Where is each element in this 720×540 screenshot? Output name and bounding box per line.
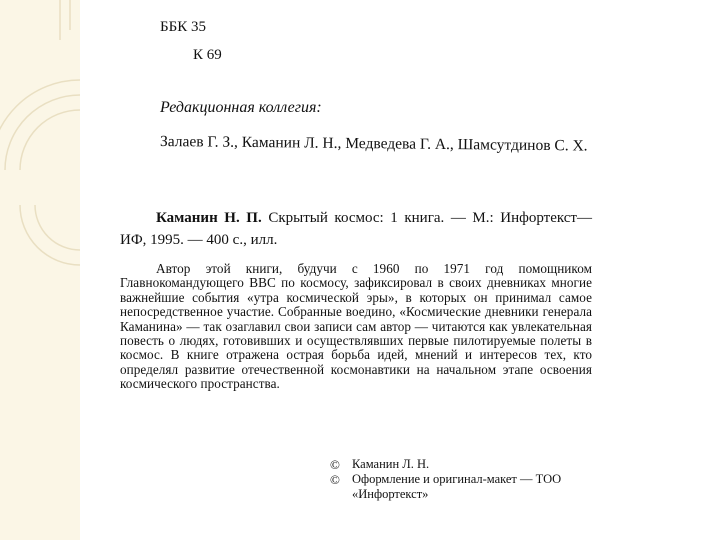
book-annotation: Автор этой книги, будучи с 1960 по 1971 год помощником Главнокомандующего ВВС по космосу, зафиксировал в своих дневниках многие важнейшие события «утра космической эры», в которых он принимал самое непосредственное участие. Собранные воедино, «Космические дневники генерала Каманина» — так озаглавил свои записи сам автор — читаются как увлекательная повесть о людях, готовивших и осуществлявших первые пилотируемые полеты в космос. В книге отражена острая борьба идей, мнений и интересов тех, кто определял развитие отечественной космонавтики на начальном этапе освоения космического пространства.: [120, 261, 592, 392]
editorial-board-title: Редакционная коллегия:: [160, 99, 322, 116]
copyright-holder: Каманин Л. Н.: [352, 457, 430, 471]
copyright-row: [330, 472, 592, 502]
editorial-board-members: Залаев Г. З., Каманин Л. Н., Медведева Г. А., Шамсутдинов С. Х.: [159, 133, 588, 155]
copyright-symbol: ©: [330, 472, 340, 487]
author-sign-code: К 69: [193, 47, 222, 63]
copyright-block: [330, 457, 592, 502]
bibliographic-entry: [120, 207, 592, 251]
copyright-symbol: ©: [330, 457, 340, 472]
copyright-holder: Оформление и оригинал-макет — ТОО «Инфортекст»: [352, 472, 562, 501]
bibliographic-author: Каманин Н. П.: [156, 210, 262, 226]
bbk-classification: ББК 35: [160, 19, 206, 35]
bibliographic-description: Скрытый космос: 1 книга. — М.: Инфортекст—ИФ, 1995. — 400 с., илл.: [120, 210, 592, 248]
copyright-row: [330, 457, 592, 472]
